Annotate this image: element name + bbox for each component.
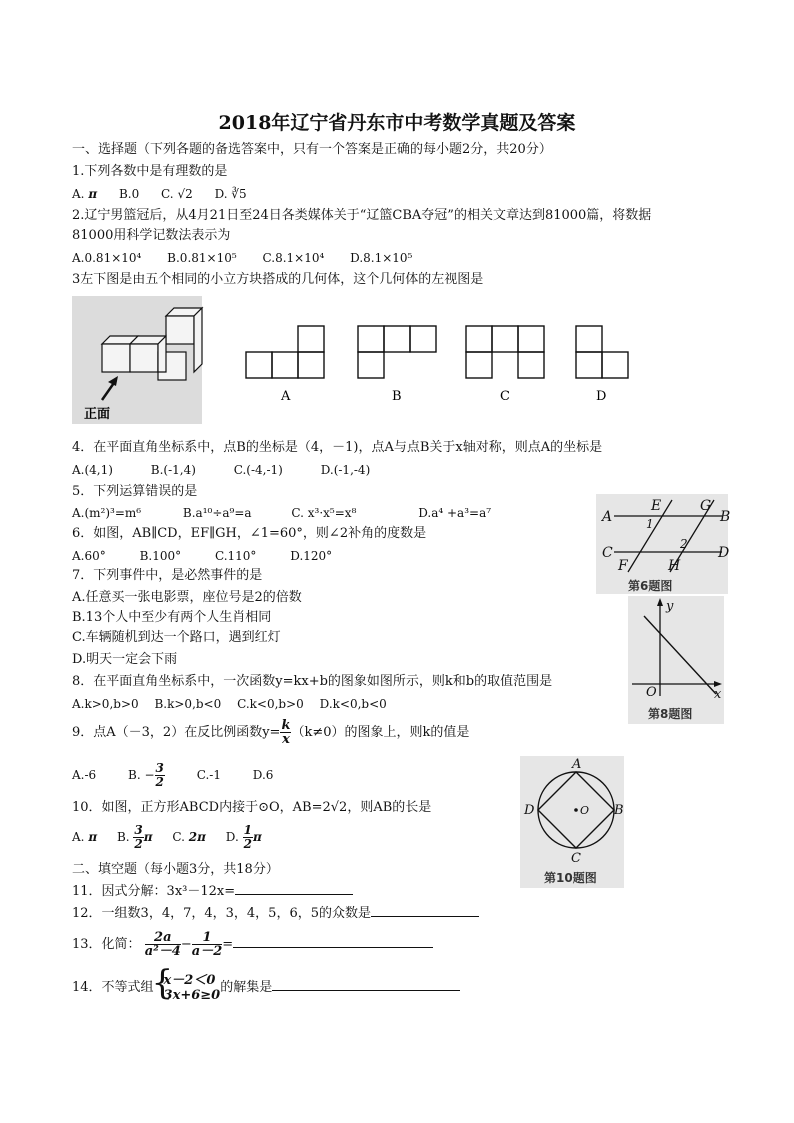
q5-option-d: D.a⁴ +a³=a⁷ — [418, 506, 492, 520]
q4-options — [72, 462, 370, 478]
q10-d-num: 1 — [243, 823, 252, 837]
q10-center-dot — [574, 808, 578, 812]
q13-answer-blank[interactable] — [233, 947, 433, 948]
q8-graph-svg — [628, 596, 724, 724]
q13-f1-num: 2a — [145, 931, 181, 945]
q1-option-a: A. — [72, 187, 85, 201]
q5-option-a: A.(m²)³=m⁶ — [72, 506, 142, 520]
q10-b-num: 3 — [134, 823, 143, 837]
q6-angle-2: 2 — [680, 537, 688, 551]
q5-option-b: B.a¹⁰÷a⁹=a — [182, 506, 252, 520]
q10-b-sym: π — [143, 830, 153, 844]
q3-option-c-label: C — [500, 389, 510, 404]
q1-option-c: C. — [161, 187, 174, 201]
q8-option-c: C.k<0,b>0 — [237, 697, 304, 711]
q6-label-a: A — [602, 509, 613, 525]
q2-stem-line1: 2.辽宁男篮冠后，从4月21日至24日各类媒体关于“辽篮CBA夺冠”的相关文章达到81000篇，将数据 — [72, 208, 652, 223]
q4-option-b: B.(-1,4) — [150, 463, 196, 477]
q2-options — [72, 250, 412, 266]
q10-d-fraction — [243, 824, 253, 851]
q10-d-den: 2 — [243, 837, 252, 851]
q10-option-a: A. — [72, 830, 85, 844]
q9-option-a: A.-6 — [72, 768, 97, 782]
q11-stem: 11．因式分解：3x³－12x= — [72, 884, 236, 899]
q1-pi-symbol: π — [88, 187, 98, 201]
q8-function-line — [644, 616, 716, 694]
q2-option-d: D.8.1×10⁵ — [350, 251, 413, 265]
page-title: 2018年辽宁省丹东市中考数学真题及答案 — [218, 112, 576, 134]
q10-label-o: O — [580, 804, 590, 817]
q10-d-sym: π — [252, 830, 262, 844]
q6-label-e: E — [651, 498, 662, 514]
q10-circle-svg — [520, 756, 624, 888]
q4-option-a: A.(4,1) — [72, 463, 113, 477]
q10-caption: 第10题图 — [544, 871, 597, 885]
q5-options — [72, 505, 491, 521]
q9-option-b: B. − — [128, 768, 155, 782]
q4-option-d: D.(-1,-4) — [320, 463, 371, 477]
q14-stem-post: 的解集是 — [220, 980, 273, 995]
q13 — [72, 930, 433, 960]
q6-label-f: F — [618, 558, 628, 574]
q6-caption: 第6题图 — [628, 579, 673, 593]
q14-answer-blank[interactable] — [272, 990, 460, 991]
q6-label-h: H — [668, 558, 681, 574]
q10-label-a: A — [572, 757, 582, 772]
q4-option-c: C.(-4,-1) — [233, 463, 283, 477]
q10-options — [72, 822, 262, 852]
q3-option-d-label: D — [596, 389, 607, 404]
q3-view-b — [358, 326, 436, 378]
q1-options — [72, 186, 247, 202]
q3-option-a-label: A — [281, 389, 291, 404]
q3-front-label: 正面 — [84, 407, 111, 422]
q9-stem-post: （k≠0）的图象上，则k的值是 — [291, 725, 470, 740]
q10-option-b: B. — [116, 830, 130, 844]
q10-sqrt2: √2 — [330, 800, 348, 815]
q2-option-a: A.0.81×10⁴ — [72, 251, 142, 265]
q12-answer-blank[interactable] — [371, 916, 479, 917]
q13-minus: − — [180, 937, 192, 952]
q1-sqrt2: √2 — [177, 187, 193, 201]
q3-view-c — [466, 326, 544, 378]
section-1-heading: 一、选择题（下列各题的备选答案中，只有一个答案是正确的每小题2分，共20分） — [72, 142, 552, 157]
q3-views-svg — [72, 296, 724, 424]
q3-view-a — [246, 326, 324, 378]
q13-f2-num: 1 — [192, 931, 222, 945]
q7-stem: 7．下列事件中，是必然事件的是 — [72, 568, 263, 583]
q13-stem: 13．化简： — [72, 937, 141, 952]
q6-figure — [596, 494, 731, 594]
q9-option-d: D.6 — [252, 768, 274, 782]
q3-option-b-label: B — [392, 389, 402, 404]
q9-stem — [72, 718, 469, 748]
q8-x-label: x — [714, 687, 722, 702]
q6-option-d: D.120° — [290, 549, 333, 563]
q2-option-c: C.8.1×10⁴ — [262, 251, 325, 265]
q13-f1-den: a²－4 — [144, 944, 181, 959]
q10-a-sym: π — [88, 830, 98, 844]
q9-option-b-fraction — [155, 762, 165, 789]
q5-stem: 5．下列运算错误的是 — [72, 484, 198, 499]
q10-c-sym: 2π — [188, 830, 206, 844]
q8-stem: 8．在平面直角坐标系中，一次函数y=kx+b的图象如图所示，则k和b的取值范围是 — [72, 674, 553, 689]
q3-stem: 3左下图是由五个相同的小立方块搭成的几何体，这个几何体的左视图是 — [72, 272, 484, 287]
q6-label-c: C — [602, 545, 613, 561]
q13-f2-den: a－2 — [191, 944, 223, 959]
q6-stem: 6．如图，AB∥CD，EF∥GH，∠1=60°，则∠2补角的度数是 — [72, 526, 427, 541]
q6-option-b: B.100° — [139, 549, 182, 563]
q3-view-d — [576, 326, 628, 378]
q7-option-b: B.13个人中至少有两个人生肖相同 — [72, 610, 272, 625]
q1-cbrt5: ∛5 — [231, 187, 247, 201]
q10-stem — [72, 800, 431, 816]
q10-label-d: D — [524, 803, 535, 818]
q10-stem-post: ，则AB的长是 — [347, 800, 432, 815]
q9-fraction-num: k — [281, 718, 291, 733]
q8-y-arrow — [657, 598, 663, 606]
q8-options — [72, 696, 387, 712]
q10-label-b: B — [614, 803, 624, 818]
q9-fraction — [280, 719, 291, 746]
q10-option-c: C. — [172, 830, 185, 844]
q6-label-b: B — [720, 509, 731, 525]
q14 — [72, 972, 460, 1004]
q1-stem: 1.下列各数中是有理数的是 — [72, 164, 228, 179]
q8-caption: 第8题图 — [648, 707, 693, 721]
q6-label-g: G — [700, 498, 712, 514]
q10-figure — [520, 756, 624, 888]
q7-option-d: D.明天一定会下雨 — [72, 652, 178, 667]
q12 — [72, 906, 479, 922]
q14-ineq-1: { x－2＜0 — [163, 972, 216, 988]
q6-parallel-lines-svg — [596, 494, 731, 594]
q10-option-d: D. — [225, 830, 239, 844]
q8-y-label: y — [666, 599, 674, 614]
q1-option-b: B.0 — [118, 187, 140, 201]
q8-origin-label: O — [646, 685, 657, 700]
q8-option-a: A.k>0,b>0 — [72, 697, 139, 711]
q5-option-c: C. x³·x⁵=x⁸ — [291, 506, 357, 520]
q10-b-den: 2 — [134, 837, 143, 851]
section-2-heading: 二、填空题（每小题3分，共18分） — [72, 862, 279, 877]
q9-fraction-den: x — [282, 732, 290, 747]
q9-b-den: 2 — [155, 775, 164, 789]
q8-option-b: B.k>0,b<0 — [154, 697, 222, 711]
q6-label-d: D — [718, 545, 730, 561]
q2-option-b: B.0.81×10⁵ — [167, 251, 237, 265]
q13-fraction-2 — [192, 931, 222, 958]
q14-ineq-2: 3x+6≥0 — [163, 987, 221, 1003]
q12-stem: 12．一组数3，4，7，4，3，4，5，6，5的众数是 — [72, 906, 371, 921]
q8-option-d: D.k<0,b<0 — [319, 697, 387, 711]
q9-options — [72, 760, 273, 790]
q11 — [72, 884, 353, 900]
q10-stem-pre: 10．如图，正方形ABCD内接于⊙O，AB=2 — [72, 800, 331, 815]
q3-figure — [72, 296, 724, 424]
q13-equals: = — [222, 937, 234, 952]
q9-stem-pre: 9．点A（－3，2）在反比例函数y= — [72, 725, 281, 740]
q6-option-a: A.60° — [72, 549, 106, 563]
q6-angle-1: 1 — [646, 517, 654, 531]
q13-fraction-1 — [145, 931, 181, 958]
q10-b-fraction — [133, 824, 143, 851]
q9-option-c: C.-1 — [196, 768, 221, 782]
q6-options — [72, 548, 332, 564]
q6-option-c: C.110° — [214, 549, 257, 563]
q10-label-c: C — [571, 851, 581, 866]
q1-option-d: D. — [214, 187, 228, 201]
q2-stem-line2: 81000用科学记数法表示为 — [72, 228, 231, 243]
q7-option-a: A.任意买一张电影票，座位号是2的倍数 — [72, 590, 302, 605]
q7-option-c: C.车辆随机到达一个路口，遇到红灯 — [72, 630, 281, 645]
q14-inequality-system — [154, 973, 221, 1003]
q9-b-num: 3 — [155, 761, 164, 775]
q14-stem: 14．不等式组 — [72, 980, 154, 995]
q4-stem: 4．在平面直角坐标系中，点B的坐标是（4，－1)，点A与点B关于x轴对称，则点A的坐标是 — [72, 440, 603, 455]
q8-figure — [628, 596, 724, 724]
q11-answer-blank[interactable] — [235, 894, 353, 895]
